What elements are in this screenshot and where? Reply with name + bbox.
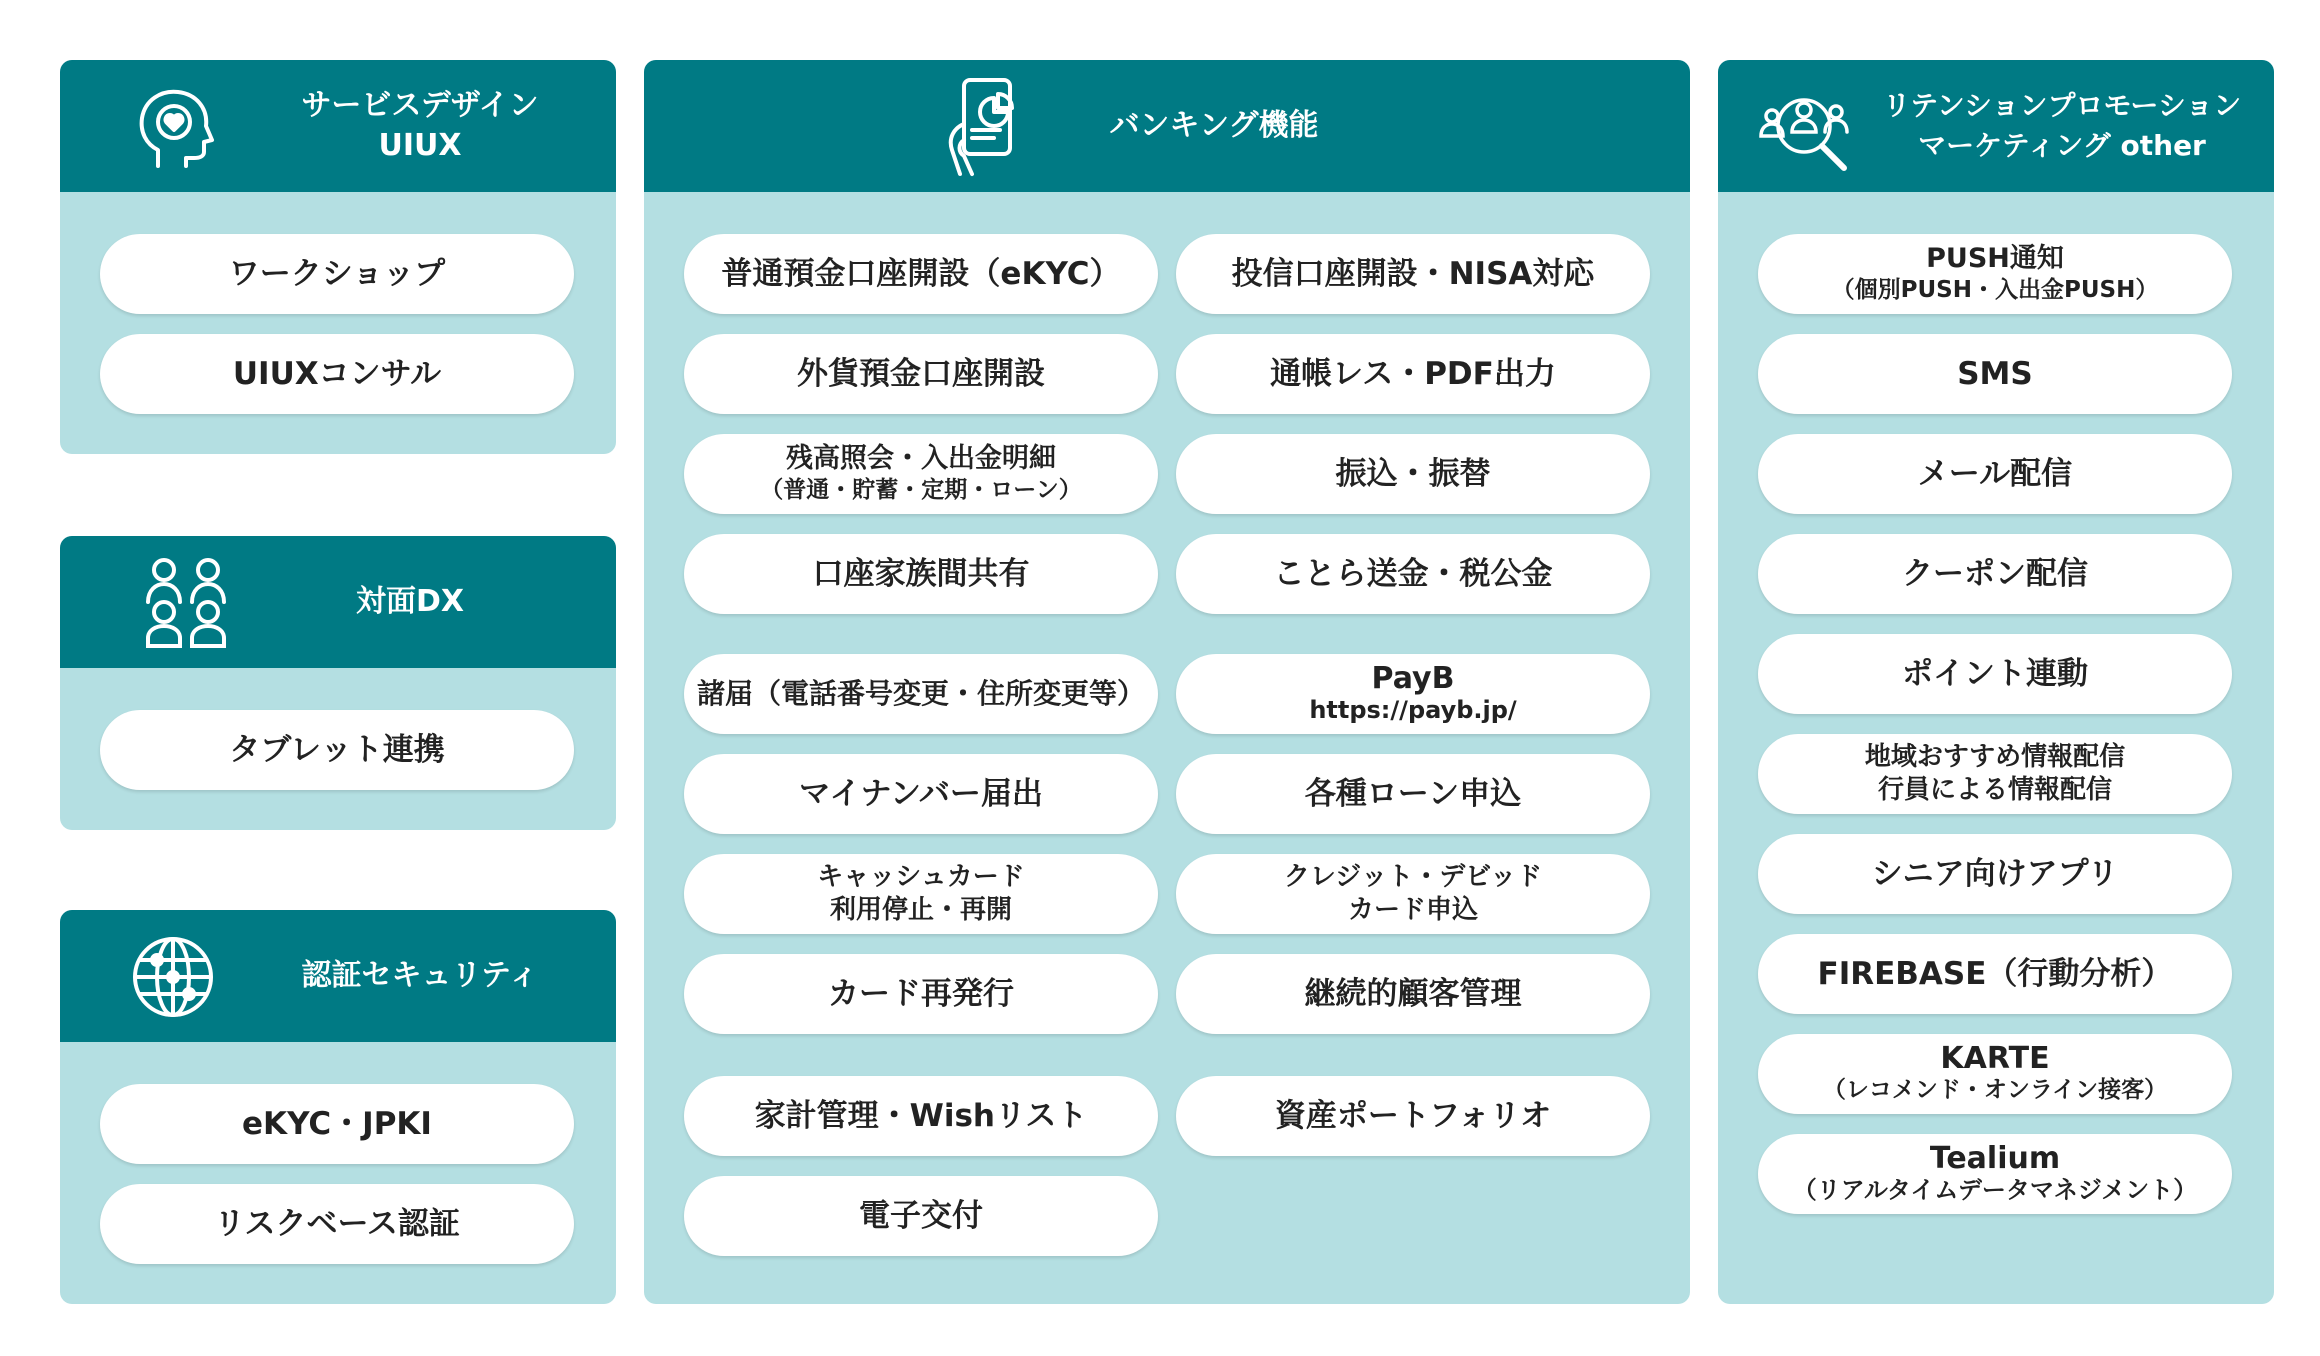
- pill-item[interactable]: [684, 534, 1158, 614]
- people-group-icon: [134, 554, 238, 654]
- panel-title: リテンションプロモーション マーケティング other: [1882, 89, 2242, 162]
- pill-item[interactable]: [100, 334, 574, 414]
- pill-label: 各種ローン申込: [1304, 776, 1522, 812]
- pill-sublabel: カード申込: [1347, 895, 1478, 925]
- pill-item[interactable]: [1176, 334, 1650, 414]
- pill-item[interactable]: [100, 1184, 574, 1264]
- pill-item[interactable]: [684, 434, 1158, 514]
- pill-label: 資産ポートフォリオ: [1274, 1098, 1552, 1134]
- hand-phone-chart-icon: [942, 74, 1026, 178]
- pill-label: PUSH通知: [1926, 243, 2064, 274]
- pill-label: 通帳レス・PDF出力: [1270, 356, 1556, 392]
- head-heart-icon: [128, 82, 218, 172]
- pill-item[interactable]: [684, 334, 1158, 414]
- pill-label: メール配信: [1917, 456, 2073, 492]
- pill-label: キャッシュカード: [817, 862, 1025, 892]
- pill-sublabel: 行員による情報配信: [1877, 775, 2112, 805]
- pill-label: 継続的顧客管理: [1304, 976, 1522, 1012]
- pill-label: KARTE: [1940, 1041, 2050, 1076]
- pill-item[interactable]: [1176, 534, 1650, 614]
- pill-item[interactable]: [1176, 954, 1650, 1034]
- pill-item[interactable]: [1758, 234, 2232, 314]
- pill-item[interactable]: [1758, 734, 2232, 814]
- pill-label: PayB: [1371, 661, 1455, 696]
- pill-item[interactable]: [1758, 1134, 2232, 1214]
- pill-label: シニア向けアプリ: [1871, 856, 2119, 892]
- panel-title: 対面DX: [355, 584, 465, 619]
- panel-face-to-face: [60, 536, 616, 830]
- pill-sublabel: 利用停止・再開: [829, 895, 1012, 925]
- pill-item[interactable]: [684, 654, 1158, 734]
- pill-item[interactable]: [1176, 754, 1650, 834]
- pill-label: 残高照会・入出金明細: [786, 443, 1056, 474]
- pill-item[interactable]: [1176, 654, 1650, 734]
- pill-item[interactable]: [1176, 1076, 1650, 1156]
- pill-item[interactable]: [1758, 634, 2232, 714]
- panel-retention: [1718, 60, 2274, 1304]
- pill-label: UIUXコンサル: [232, 356, 442, 392]
- pill-label: クーポン配信: [1902, 556, 2088, 592]
- globe-network-icon: [128, 932, 218, 1022]
- panel-title: サービスデザイン UIUX: [301, 88, 539, 163]
- pill-label: 電子交付: [859, 1198, 983, 1234]
- pill-label: ことら送金・税公金: [1273, 556, 1553, 592]
- pill-item[interactable]: [684, 1076, 1158, 1156]
- pill-item[interactable]: [684, 234, 1158, 314]
- pill-label: 家計管理・Wishリスト: [754, 1098, 1088, 1134]
- pill-sublabel: （普通・貯蓄・定期・ローン）: [760, 477, 1082, 503]
- panel-header: [1718, 60, 2274, 192]
- pill-label: 諸届（電話番号変更・住所変更等）: [696, 677, 1145, 710]
- pill-label: マイナンバー届出: [799, 776, 1043, 812]
- pill-label: ワークショップ: [228, 256, 446, 292]
- pill-label: 投信口座開設・NISA対応: [1231, 256, 1595, 292]
- pill-item[interactable]: [1758, 834, 2232, 914]
- pill-sublabel: https://payb.jp/: [1309, 696, 1517, 724]
- people-search-icon: [1758, 86, 1854, 172]
- pill-item[interactable]: [100, 710, 574, 790]
- pill-label: 口座家族間共有: [812, 556, 1030, 592]
- pill-label: FIREBASE（行動分析）: [1817, 956, 2173, 992]
- panel-header: [60, 60, 616, 192]
- panel-header: [60, 910, 616, 1042]
- pill-label: 地域おすすめ情報配信: [1864, 742, 2126, 772]
- pill-label: ポイント連動: [1902, 656, 2088, 692]
- pill-item[interactable]: [1176, 434, 1650, 514]
- pill-item[interactable]: [1758, 934, 2232, 1014]
- pill-label: Tealium: [1929, 1141, 2061, 1176]
- panel-header: [60, 536, 616, 668]
- pill-item[interactable]: [1758, 434, 2232, 514]
- pill-label: リスクベース認証: [214, 1206, 460, 1242]
- pill-sublabel: （リアルタイムデータマネジメント）: [1792, 1176, 2198, 1204]
- pill-item[interactable]: [684, 754, 1158, 834]
- pill-item[interactable]: [1176, 854, 1650, 934]
- panel-title: 認証セキュリティ: [301, 958, 539, 993]
- panel-header: [644, 60, 1690, 192]
- pill-sublabel: （個別PUSH・入出金PUSH）: [1831, 277, 2159, 303]
- pill-item[interactable]: [1758, 1034, 2232, 1114]
- pill-label: eKYC・JPKI: [242, 1106, 432, 1142]
- pill-label: カード再発行: [828, 976, 1014, 1012]
- pill-item[interactable]: [1758, 334, 2232, 414]
- pill-label: 振込・振替: [1335, 456, 1491, 492]
- pill-label: クレジット・デビッド: [1283, 862, 1543, 892]
- pill-item[interactable]: [684, 854, 1158, 934]
- pill-sublabel: （レコメンド・オンライン接客）: [1822, 1077, 2168, 1103]
- pill-label: 普通預金口座開設（eKYC）: [721, 256, 1121, 292]
- pill-item[interactable]: [1176, 234, 1650, 314]
- pill-item[interactable]: [100, 234, 574, 314]
- panel-service-design: [60, 60, 616, 454]
- pill-item[interactable]: [684, 1176, 1158, 1256]
- pill-item[interactable]: [1758, 534, 2232, 614]
- pill-label: 外貨預金口座開設: [797, 356, 1045, 392]
- pill-item[interactable]: [684, 954, 1158, 1034]
- pill-label: タブレット連携: [229, 732, 445, 768]
- pill-item[interactable]: [100, 1084, 574, 1164]
- panel-title: バンキング機能: [1109, 108, 1319, 143]
- panel-auth-security: [60, 910, 616, 1304]
- panel-banking: [644, 60, 1690, 1304]
- pill-label: SMS: [1957, 356, 2033, 392]
